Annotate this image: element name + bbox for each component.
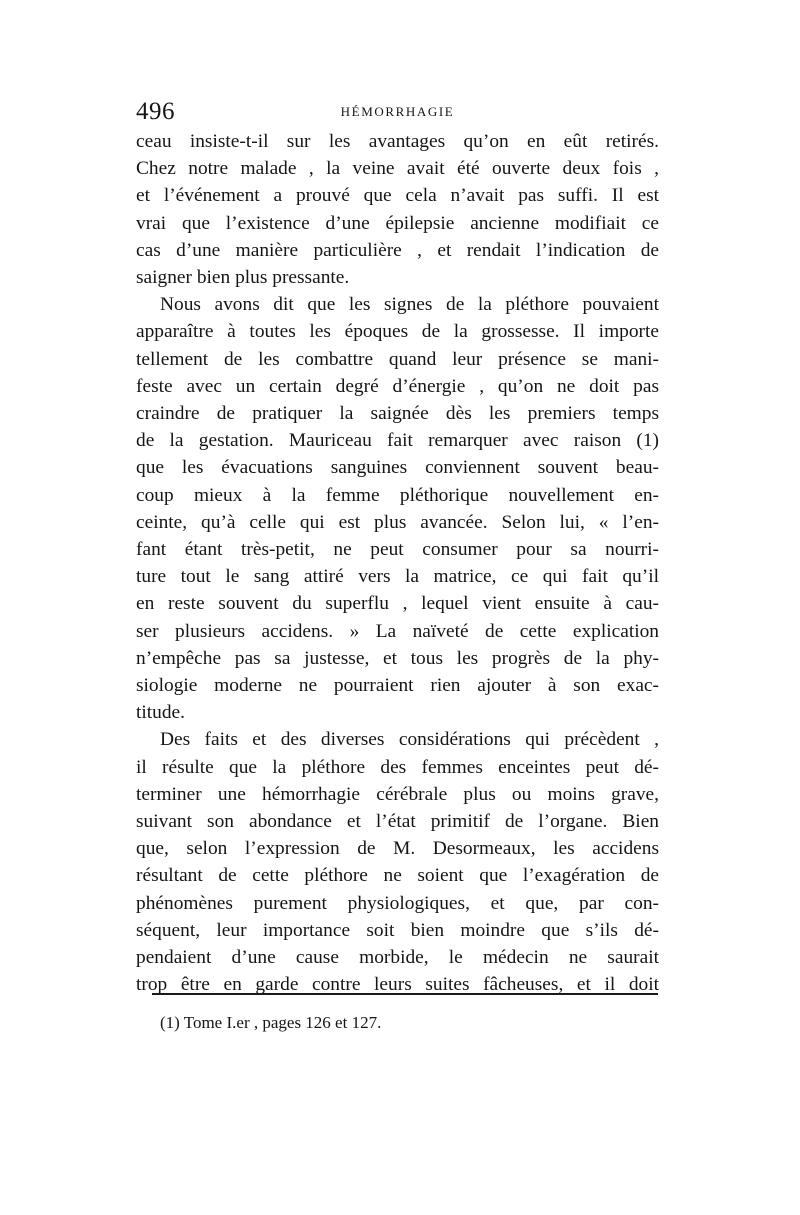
text-line: vrai que l’existence d’une épilepsie ancienne modifiait ce (136, 212, 659, 234)
text-line: en reste souvent du superflu , lequel vient ensuite à cau- (136, 593, 659, 615)
text-line: saigner bien plus pressante. (136, 267, 350, 289)
running-title: HÉMORRHAGIE (340, 104, 455, 119)
text-line: cas d’une manière particulière , et rendait l’indication de (136, 239, 659, 261)
text-line: Des faits et des diverses considérations qui précèdent , (160, 729, 659, 751)
text-line: phénomènes purement physiologiques, et que, par con- (136, 892, 659, 914)
text-line: suivant son abondance et l’état primitif de l’organe. Bien (136, 811, 659, 833)
text-line: ture tout le sang attiré vers la matrice, ce qui fait qu’il (136, 566, 659, 588)
text-line: fant étant très-petit, ne peut consumer pour sa nourri- (136, 539, 659, 561)
text-line: trop être en garde contre leurs suites fâcheuses, et il doit (136, 974, 659, 996)
text-line: de la gestation. Mauriceau fait remarquer avec raison (1) (136, 430, 659, 452)
text-line: pendaient d’une cause morbide, le médecin ne saurait (136, 947, 659, 969)
main-text (136, 128, 659, 999)
text-line: résultant de cette pléthore ne soient que l’exagération de (136, 865, 659, 887)
text-line: siologie moderne ne pourraient rien ajouter à son exac- (136, 675, 659, 697)
text-line: et l’événement a prouvé que cela n’avait pas suffi. Il est (136, 185, 659, 207)
text-line: feste avec un certain degré d’énergie , qu’on ne doit pas (136, 375, 659, 397)
text-line: que, selon l’expression de M. Desormeaux, les accidens (136, 838, 659, 860)
page-header (136, 97, 659, 127)
page-number: 496 (136, 98, 175, 125)
text-line: que les évacuations sanguines conviennent souvent beau- (136, 457, 659, 479)
text-line: craindre de pratiquer la saignée dès les premiers temps (136, 403, 659, 425)
text-line: n’empêche pas sa justesse, et tous les progrès de la phy- (136, 647, 659, 669)
footnote-rule (152, 993, 658, 995)
text-line: titude. (136, 702, 186, 724)
text-line: tellement de les combattre quand leur présence se mani- (136, 348, 659, 370)
text-line: séquent, leur importance soit bien moindre que s’ils dé- (136, 919, 659, 941)
text-line: il résulte que la pléthore des femmes enceintes peut dé- (136, 756, 659, 778)
text-line: coup mieux à la femme pléthorique nouvellement en- (136, 484, 659, 506)
text-line: Nous avons dit que les signes de la pléthore pouvaient (160, 294, 659, 316)
text-line: apparaître à toutes les époques de la grossesse. Il importe (136, 321, 659, 343)
text-line: ceau insiste-t-il sur les avantages qu’on en eût retirés. (136, 131, 659, 152)
text-line: Chez notre malade , la veine avait été ouverte deux fois , (136, 158, 659, 180)
text-line: terminer une hémorrhagie cérébrale plus ou moins grave, (136, 783, 659, 805)
text-line: ceinte, qu’à celle qui est plus avancée. Selon lui, « l’en- (136, 511, 659, 533)
text-line: ser plusieurs accidens. » La naïveté de cette explication (136, 620, 659, 642)
footnote: (1) Tome I.er , pages 126 et 127. (160, 1013, 382, 1032)
